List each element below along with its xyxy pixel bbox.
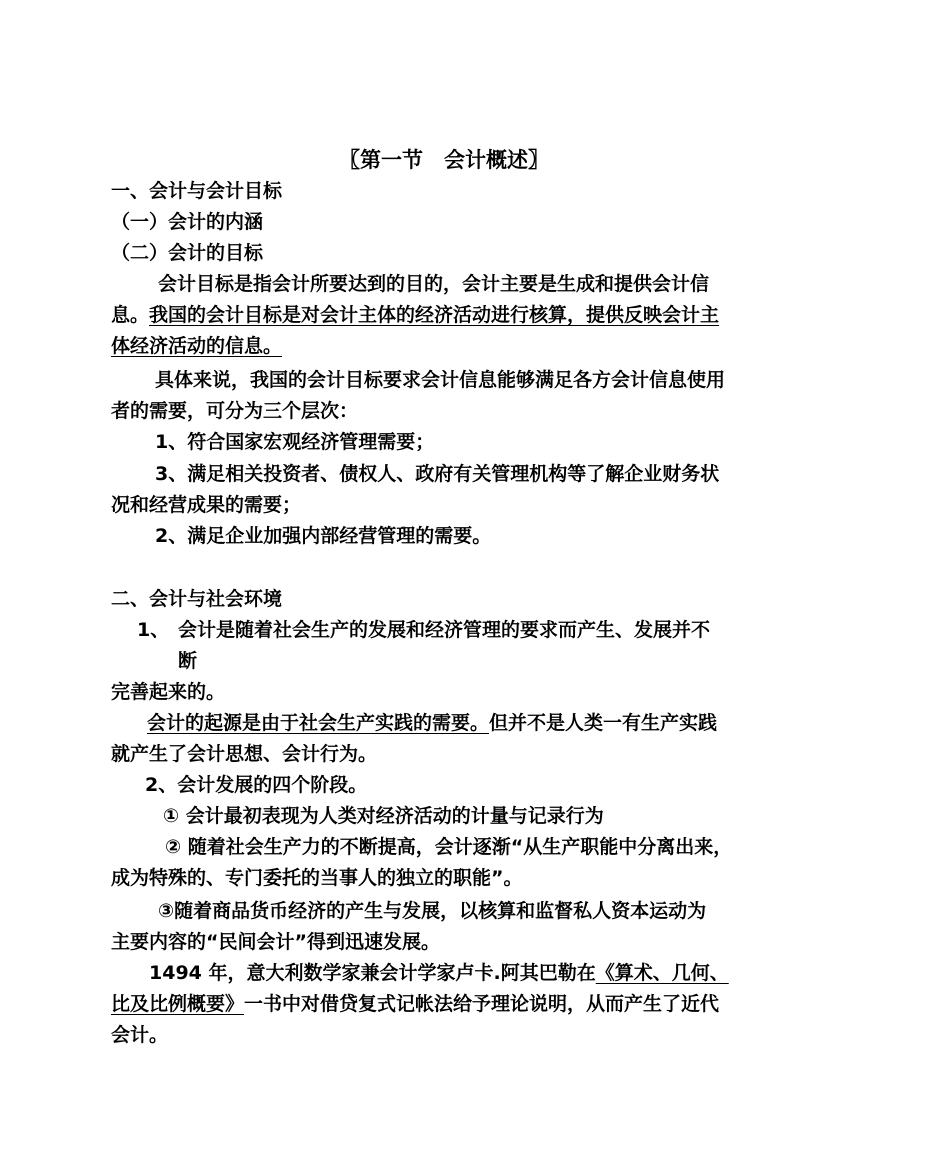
underlined-text: 比及比例概要》 [111,993,245,1015]
section-heading-2: 二、会计与社会环境 [111,588,283,610]
paragraph-line [147,708,717,739]
list-item-continuation: 况和经营成果的需要； [111,494,302,516]
list-item: 2、满足企业加强内部经营管理的需要。 [155,525,492,547]
paragraph-line: 完善起来的。 [111,681,226,703]
list-item: 3、满足相关投资者、债权人、政府有关管理机构等了解企业财务状 [155,463,720,485]
page-title: 〖第一节 会计概述〗 [339,148,549,172]
list-item: 1、符合国家宏观经济管理需要； [155,431,435,453]
paragraph-line [111,300,719,331]
underlined-text: 体经济活动的信息。 [111,335,283,357]
paragraph-line: 会计目标是指会计所要达到的目的，会计主要是生成和提供会计信 [158,273,710,295]
underlined-text: 《算术、几何、 [595,962,729,984]
paragraph-line: 就产生了会计思想、会计行为。 [111,743,378,765]
section-heading-1: 一、会计与会计目标 [111,180,283,202]
list-item: 2、会计发展的四个阶段。 [145,774,368,796]
paragraph-line: 者的需要，可分为三个层次： [111,400,359,422]
paragraph-line [111,989,719,1020]
paragraph-line [149,958,729,989]
stage-item-continuation: 主要内容的“民间会计”得到迅速发展。 [111,931,440,953]
paragraph-text: 但并不是人类一有生产实践 [489,712,718,734]
paragraph-line: 会计。 [111,1024,169,1046]
paragraph-line: 会计是随着社会生产的发展和经济管理的要求而产生、发展并不 [178,619,711,641]
paragraph-line: 具体来说，我国的会计目标要求会计信息能够满足各方会计信息使用 [155,369,726,391]
stage-item-continuation: 成为特殊的、专门委托的当事人的独立的职能”。 [111,867,523,889]
list-number: 1、 [137,619,170,641]
underlined-text: 会计的起源是由于社会生产实践的需要。 [147,712,490,734]
stage-item: ② 随着社会生产力的不断提高，会计逐渐“从生产职能中分离出来， [165,836,733,858]
underlined-text: 我国的会计目标是对会计主体的经济活动进行核算，提供反映会计主 [149,304,720,326]
subheading-1: （一）会计的内涵 [111,211,264,233]
paragraph-text: 1494 年，意大利数学家兼会计学家卢卡.阿其巴勒在 [149,962,596,984]
stage-item: ③随着商品货币经济的产生与发展，以核算和监督私人资本运动为 [158,900,707,922]
paragraph-text: 一书中对借贷复式记帐法给予理论说明，从而产生了近代 [244,993,720,1015]
paragraph-line: 断 [178,650,198,672]
stage-item: ① 会计最初表现为人类对经济活动的计量与记录行为 [163,805,604,827]
paragraph-text: 息。 [111,304,150,326]
subheading-2: （二）会计的目标 [111,242,264,264]
